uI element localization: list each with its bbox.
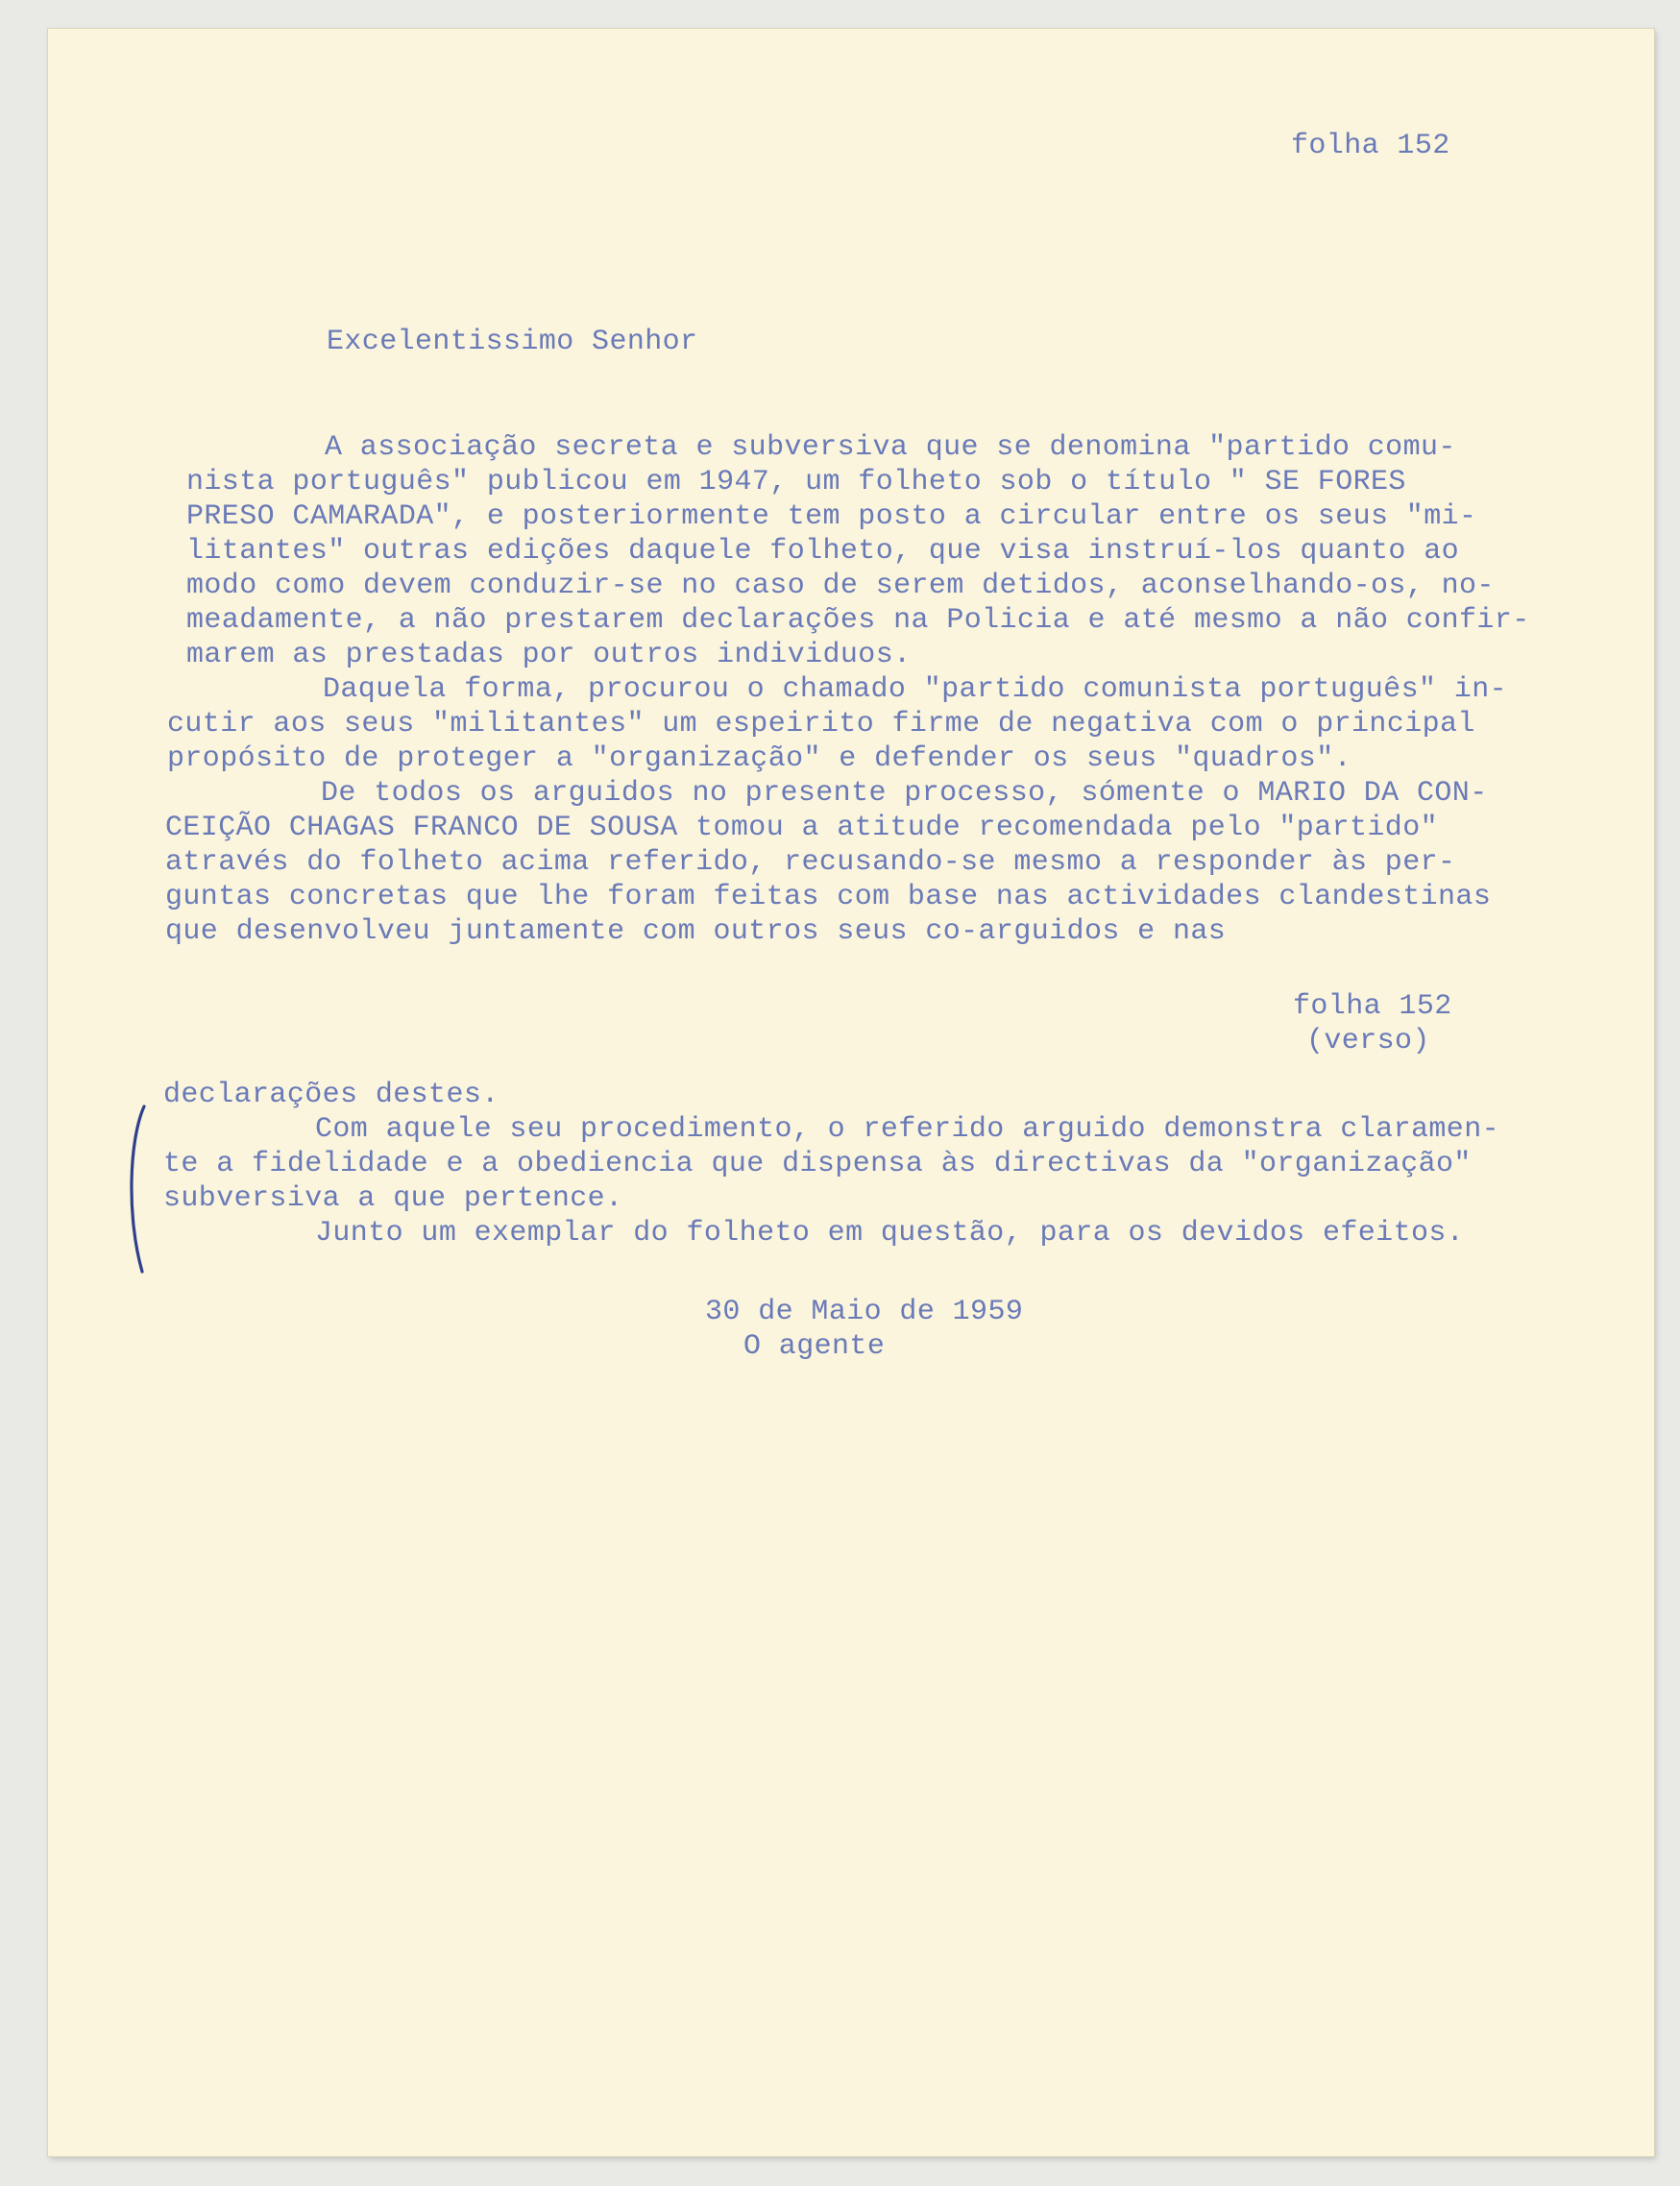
closing-date: 30 de Maio de 1959 (705, 1296, 1024, 1328)
body-line: Com aquele seu procedimento, o referido arguido demonstra claramen- (315, 1113, 1499, 1146)
body-line: CEIÇÃO CHAGAS FRANCO DE SOUSA tomou a atitude recomendada pelo "partido" (165, 812, 1439, 844)
body-line: declarações destes. (163, 1079, 499, 1111)
body-line: Daquela forma, procurou o chamado "partido comunista português" in- (323, 673, 1507, 706)
margin-bracket-mark (121, 1103, 150, 1275)
document-page (48, 29, 1654, 2156)
body-line: através do folheto acima referido, recusando-se mesmo a responder às per- (165, 846, 1456, 879)
body-line: cutir aos seus "militantes" um espeirito firme de negativa com o principal (167, 708, 1475, 741)
body-line: Junto um exemplar do folheto em questão, para os devidos efeitos. (315, 1217, 1465, 1250)
folio-number: folha 152 (1291, 130, 1450, 162)
body-line: subversiva a que pertence. (163, 1182, 623, 1215)
body-line: litantes" outras edições daquele folheto, que visa instruí-los quanto ao (186, 535, 1460, 568)
body-line: guntas concretas que lhe foram feitas com base nas actividades clandestinas (165, 881, 1492, 913)
verso-folio-number: folha 152 (1293, 990, 1452, 1023)
body-line: De todos os arguidos no presente processo, sómente o MARIO DA CON- (321, 777, 1488, 810)
body-line: modo como devem conduzir-se no caso de serem detidos, aconselhando-os, no- (186, 570, 1495, 602)
body-line: te a fidelidade e a obediencia que dispensa às directivas da "organização" (163, 1148, 1472, 1180)
salutation: Excelentissimo Senhor (327, 326, 698, 358)
body-line: PRESO CAMARADA", e posteriormente tem posto a circular entre os seus "mi- (186, 500, 1477, 533)
verso-note: (verso) (1306, 1025, 1430, 1057)
body-line: marem as prestadas por outros individuos. (186, 639, 912, 671)
closing-signatory: O agente (743, 1330, 886, 1363)
body-line: A associação secreta e subversiva que se denomina "partido comu- (325, 431, 1456, 464)
body-line: que desenvolveu juntamente com outros seus co-arguidos e nas (165, 915, 1227, 948)
body-line: propósito de proteger a "organização" e defender os seus "quadros". (167, 742, 1351, 775)
body-line: nista português" publicou em 1947, um folheto sob o título " SE FORES (186, 466, 1406, 498)
body-line: meadamente, a não prestarem declarações na Policia e até mesmo a não confir- (186, 604, 1530, 637)
